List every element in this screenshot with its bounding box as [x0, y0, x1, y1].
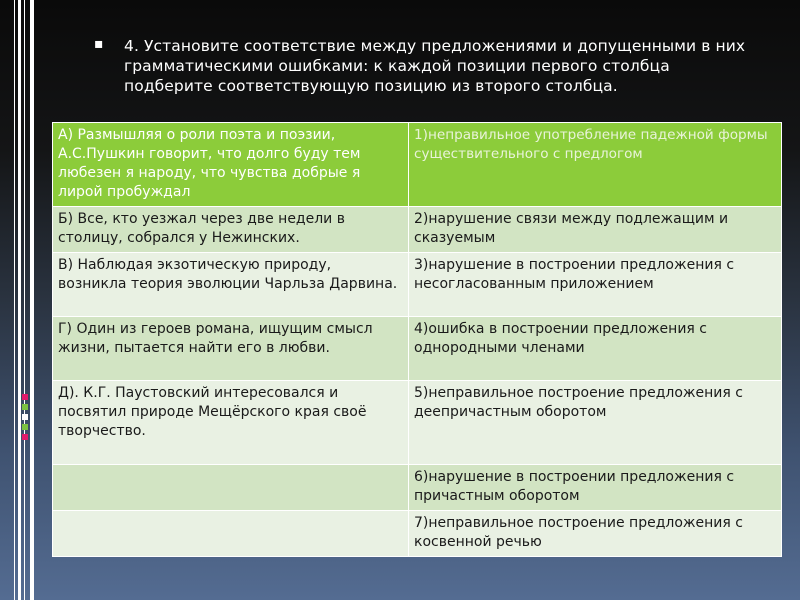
table-cell-right: 5)неправильное построение предложения с деепричастным оборотом: [409, 381, 782, 465]
decor-square-green: [22, 404, 28, 410]
table-cell-left: Д). К.Г. Паустовский интересовался и посвятил природе Мещёрского края своё творчество.: [53, 381, 409, 465]
table-row: [53, 253, 782, 317]
table-cell-left: [53, 511, 409, 557]
table-cell-right: 1)неправильное употребление падежной формы существительного с предлогом: [409, 123, 782, 207]
table-cell-right: 3)нарушение в построении предложения с несогласованным приложением: [409, 253, 782, 317]
bullet-icon: ▪: [94, 36, 104, 52]
table-row: [53, 123, 782, 207]
decor-line-1: [14, 0, 15, 600]
slide-title-block: [96, 36, 746, 96]
table-row: [53, 317, 782, 381]
table-cell-left: Г) Один из героев романа, ищущим смысл жизни, пытается найти его в любви.: [53, 317, 409, 381]
table-cell-left: [53, 465, 409, 511]
table-row: [53, 207, 782, 253]
table-row: [53, 381, 782, 465]
table-cell-left: Б) Все, кто уезжал через две недели в столицу, собрался у Нежинских.: [53, 207, 409, 253]
table-row: [53, 465, 782, 511]
matching-table: [52, 122, 782, 557]
decor-square-green-2: [22, 424, 28, 430]
slide-title: 4. Установите соответствие между предложениями и допущенными в них грамматическими ошибками: к каждой позиции первого столбца подберите соответствующую позицию из второго столбца.: [124, 37, 746, 95]
table-cell-left: А) Размышляя о роли поэта и поэзии, А.С.Пушкин говорит, что долго буду тем любезен я народу, что чувства добрые я лирой пробуждал: [53, 123, 409, 207]
table-cell-left: В) Наблюдая экзотическую природу, возникла теория эволюции Чарльза Дарвина.: [53, 253, 409, 317]
table-cell-right: 2)нарушение связи между подлежащим и сказуемым: [409, 207, 782, 253]
table-row: [53, 511, 782, 557]
decor-square-white: [22, 414, 28, 420]
table-cell-right: 7)неправильное построение предложения с косвенной речью: [409, 511, 782, 557]
decor-line-3: [24, 0, 25, 600]
decor-line-4: [30, 0, 34, 600]
decor-square-pink: [22, 394, 28, 400]
decor-line-2: [18, 0, 21, 600]
table-cell-right: 6)нарушение в построении предложения с причастным оборотом: [409, 465, 782, 511]
decor-square-pink-2: [22, 434, 28, 440]
table-cell-right: 4)ошибка в построении предложения с однородными членами: [409, 317, 782, 381]
